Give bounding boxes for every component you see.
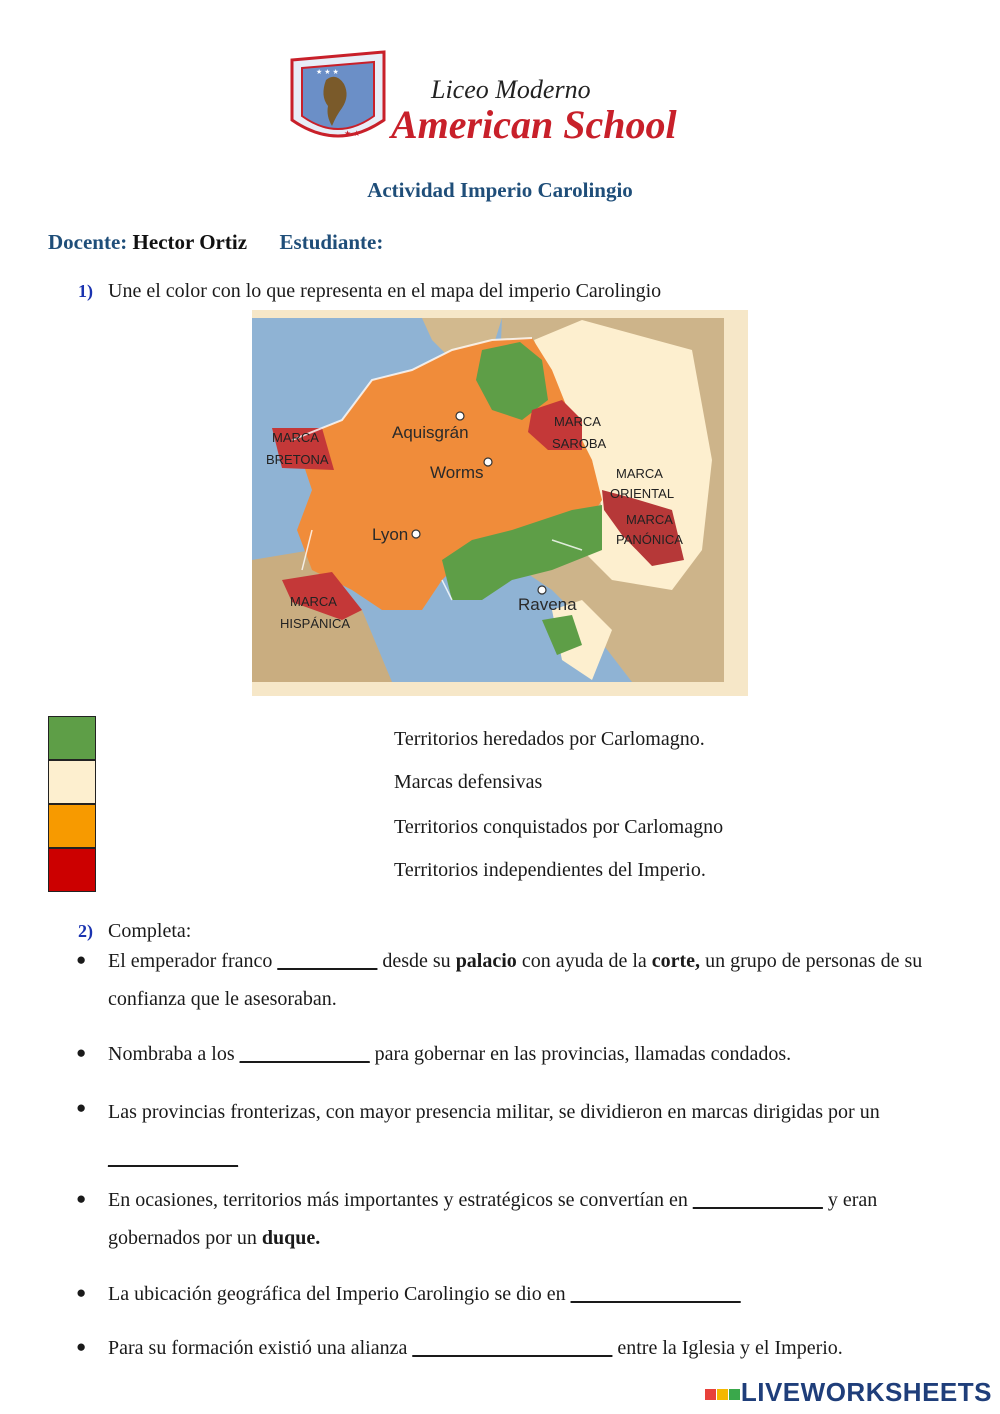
- bullet-1: ●: [76, 950, 87, 969]
- bullet-5: ●: [76, 1283, 87, 1302]
- s1-text-d: un grupo de personas de su confianza que le asesoraban.: [108, 950, 923, 1010]
- s6-text-a: Para su formación existió una alianza: [108, 1337, 413, 1359]
- map-label-saroba-1: MARCA: [554, 414, 601, 429]
- s6-text-b: entre la Iglesia y el Imperio.: [612, 1337, 843, 1359]
- blank-5[interactable]: _________________: [570, 1283, 741, 1305]
- s2-text-b: para gobernar en las provincias, llamadas condados.: [369, 1043, 792, 1065]
- svg-text:★ ★: ★ ★: [344, 129, 361, 138]
- s2-text-a: Nombraba a los: [108, 1043, 240, 1065]
- s1-bold-1: palacio: [455, 950, 517, 972]
- fill-sentence-1: [108, 942, 968, 1018]
- legend-item-1[interactable]: Territorios heredados por Carlomagno.: [394, 728, 705, 750]
- map-label-bretona-1: MARCA: [272, 430, 319, 445]
- swatch-cream[interactable]: [48, 760, 96, 804]
- map-label-worms: Worms: [430, 463, 484, 482]
- map-label-panonica-1: MARCA: [626, 512, 673, 527]
- bullet-3: ●: [76, 1098, 87, 1117]
- blank-2[interactable]: _____________: [239, 1043, 370, 1065]
- s1-text-c: con ayuda de la: [516, 950, 652, 972]
- s1-bold-2: corte,: [651, 950, 701, 972]
- teacher-name: Hector Ortiz: [132, 230, 248, 254]
- bullet-6: ●: [76, 1337, 87, 1356]
- teacher-line: [48, 230, 383, 255]
- bullet-4: ●: [76, 1189, 87, 1208]
- map-label-panonica-2: PANÓNICA: [616, 532, 683, 547]
- map-label-ravena: Ravena: [518, 595, 577, 614]
- swatch-red[interactable]: [48, 848, 96, 892]
- map-label-lyon: Lyon: [372, 525, 409, 544]
- page-title: Actividad Imperio Carolingio: [367, 178, 633, 202]
- legend-item-4[interactable]: Territorios independientes del Imperio.: [394, 859, 706, 881]
- map-label-saroba-2: SAROBA: [552, 436, 607, 451]
- swatch-green[interactable]: [48, 716, 96, 760]
- map-label-hispanica-1: MARCA: [290, 594, 337, 609]
- s4-bold: duque.: [261, 1227, 321, 1249]
- blank-6[interactable]: ____________________: [412, 1337, 613, 1359]
- question-2-label: Completa:: [108, 920, 192, 942]
- legend-item-2[interactable]: Marcas defensivas: [394, 771, 543, 793]
- logo-line1: Liceo Moderno: [431, 75, 591, 104]
- blank-1[interactable]: __________: [277, 950, 378, 972]
- legend-item-3[interactable]: Territorios conquistados por Carlomagno: [394, 816, 724, 838]
- map-label-bretona-2: BRETONA: [266, 452, 329, 467]
- bullet-2: ●: [76, 1043, 87, 1062]
- liveworksheets-brand: [705, 1377, 992, 1408]
- question-1-number: 1): [78, 281, 93, 301]
- logo-line2: American School: [391, 102, 677, 147]
- question-2-number: 2): [78, 921, 93, 941]
- school-logo: [286, 50, 726, 156]
- map-label-oriental-2: ORIENTAL: [610, 486, 675, 501]
- map-label-hispanica-2: HISPÁNICA: [280, 616, 351, 631]
- footer-brand-text: LIVEWORKSHEETS: [740, 1377, 992, 1407]
- swatch-orange[interactable]: [48, 804, 96, 848]
- fill-sentence-4: [108, 1181, 968, 1257]
- question-1: [78, 280, 661, 303]
- svg-text:★ ★ ★: ★ ★ ★: [316, 69, 339, 76]
- teacher-label: Docente:: [48, 230, 128, 254]
- student-label: Estudiante:: [279, 230, 384, 254]
- fill-sentence-6: [108, 1329, 968, 1367]
- question-1-text: Une el color con lo que representa en el mapa del imperio Carolingio: [108, 280, 662, 302]
- s3-text-a: Las provincias fronterizas, con mayor presencia militar, se dividieron en marcas dirigidas por un: [108, 1101, 880, 1123]
- blank-4[interactable]: _____________: [692, 1189, 823, 1211]
- fill-sentence-5: [108, 1275, 968, 1313]
- blank-3[interactable]: _____________: [108, 1147, 238, 1169]
- s1-text-b: desde su: [377, 950, 456, 972]
- fill-sentence-3: [108, 1089, 968, 1181]
- s4-text-b: y eran gobernados por un: [108, 1189, 878, 1249]
- s5-text-a: La ubicación geográfica del Imperio Carolingio se dio en: [108, 1283, 571, 1305]
- question-2: [78, 920, 191, 943]
- s4-text-a: En ocasiones, territorios más importantes y estratégicos se convertían en: [108, 1189, 693, 1211]
- map-label-oriental-1: MARCA: [616, 466, 663, 481]
- s1-text-a: El emperador franco: [108, 950, 278, 972]
- map-label-aquisgran: Aquisgrán: [392, 423, 469, 442]
- fill-sentence-2: [108, 1035, 968, 1073]
- carolingian-map: [252, 310, 748, 696]
